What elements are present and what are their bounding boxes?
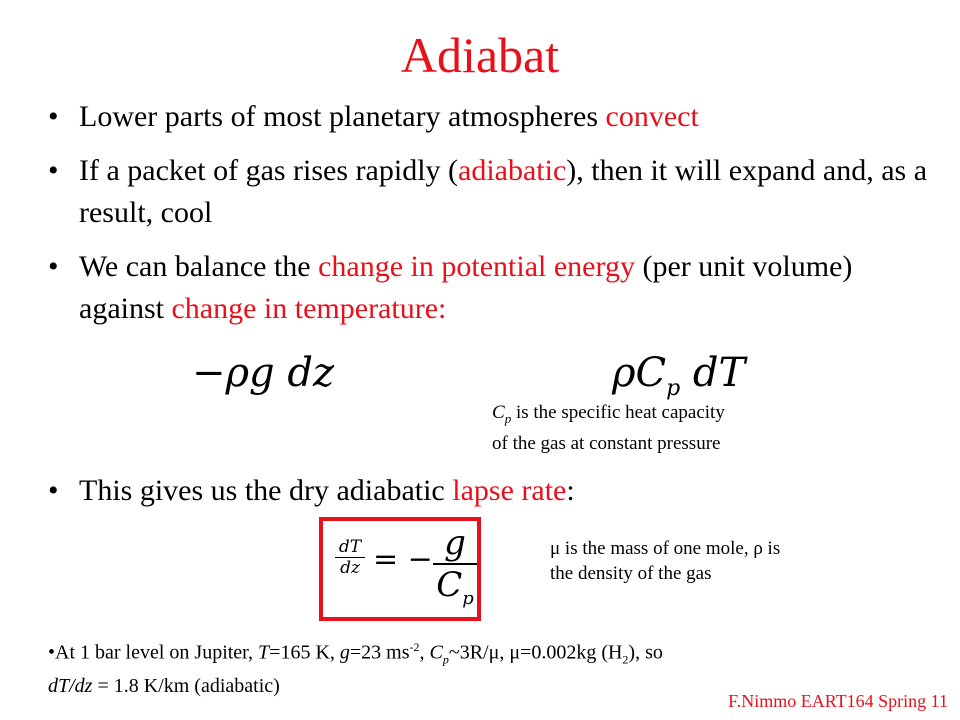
bullet-text-cont: (per unit volume) against [79, 250, 853, 325]
fraction-denominator: dz [340, 558, 360, 578]
jupiter-text: •At 1 bar level on Jupiter, [48, 641, 259, 664]
fraction-numerator: dT [335, 537, 365, 558]
equation-dT: dT [680, 350, 746, 396]
equation-potential-energy: −ρg dz [192, 350, 335, 396]
jupiter-g: g [339, 641, 350, 664]
bullet-text: Lower parts of most planetary atmospheres [79, 100, 606, 133]
keyword-lapse-rate: lapse rate [452, 474, 567, 507]
note-mu-rho-definition [550, 536, 780, 586]
keyword-adiabatic: adiabatic [458, 154, 567, 187]
fraction-dTdz [335, 537, 365, 578]
jupiter-h2-sub: 2 [622, 652, 629, 667]
bullet-dot: • [48, 100, 59, 133]
cp-line2: of the gas at constant pressure [492, 432, 721, 454]
fraction-C: C [436, 565, 463, 605]
cp-subscript: p [504, 410, 512, 426]
jupiter-text: =165 K, [269, 641, 340, 664]
slide-title: Adiabat [400, 27, 560, 83]
bullet-dot: • [48, 154, 59, 187]
fraction-g-over-cp [433, 523, 477, 619]
jupiter-cp-sub: p [442, 652, 449, 667]
jupiter-dTdz: dT/dz [48, 674, 93, 697]
jupiter-result: = 1.8 K/km (adiabatic) [92, 674, 280, 697]
bullet-text: If a packet of gas rises rapidly ( [79, 154, 459, 187]
cp-line1: is the specific heat capacity [511, 402, 725, 423]
bullet-lapse-rate [48, 470, 928, 512]
jupiter-text: ), so [628, 641, 663, 664]
jupiter-example [48, 634, 663, 699]
lapse-rate-equation-box [319, 517, 481, 621]
jupiter-text: ~3R/μ, μ=0.002kg (H [448, 641, 623, 664]
bullet-text: This gives us the dry adiabatic [79, 474, 453, 507]
bullet-balance [48, 246, 928, 330]
mu-line1: μ is the mass of one mole, ρ is [550, 538, 781, 559]
bullet-convect [48, 96, 928, 138]
jupiter-text: =23 ms [349, 641, 410, 664]
keyword-potential-energy: change in potential energy [318, 250, 635, 283]
jupiter-exponent: -2 [409, 640, 420, 654]
cp-symbol: C [492, 402, 505, 423]
bullet-text: We can balance the [79, 250, 319, 283]
keyword-temperature: change in temperature: [171, 292, 447, 325]
jupiter-T: T [258, 641, 270, 664]
equals-minus: = − [373, 542, 433, 577]
note-cp-definition [492, 400, 725, 456]
bullet-text-cont: : [566, 474, 575, 507]
bullet-dot: • [48, 474, 59, 507]
fraction-g: g [433, 523, 477, 565]
equation-subscript-p: p [666, 376, 681, 401]
bullet-dot: • [48, 250, 59, 283]
mu-line2: the density of the gas [550, 563, 712, 584]
keyword-convect: convect [605, 100, 699, 133]
bullet-text-cont: ), then it will expand and, as a result, cool [79, 154, 928, 229]
fraction-p: p [462, 587, 474, 609]
equation-rho-c: ρC [612, 350, 667, 396]
bullet-adiabatic [48, 150, 928, 234]
footer-credit: F.Nimmo EART164 Spring 11 [728, 691, 948, 711]
jupiter-cp: , C [419, 641, 443, 664]
